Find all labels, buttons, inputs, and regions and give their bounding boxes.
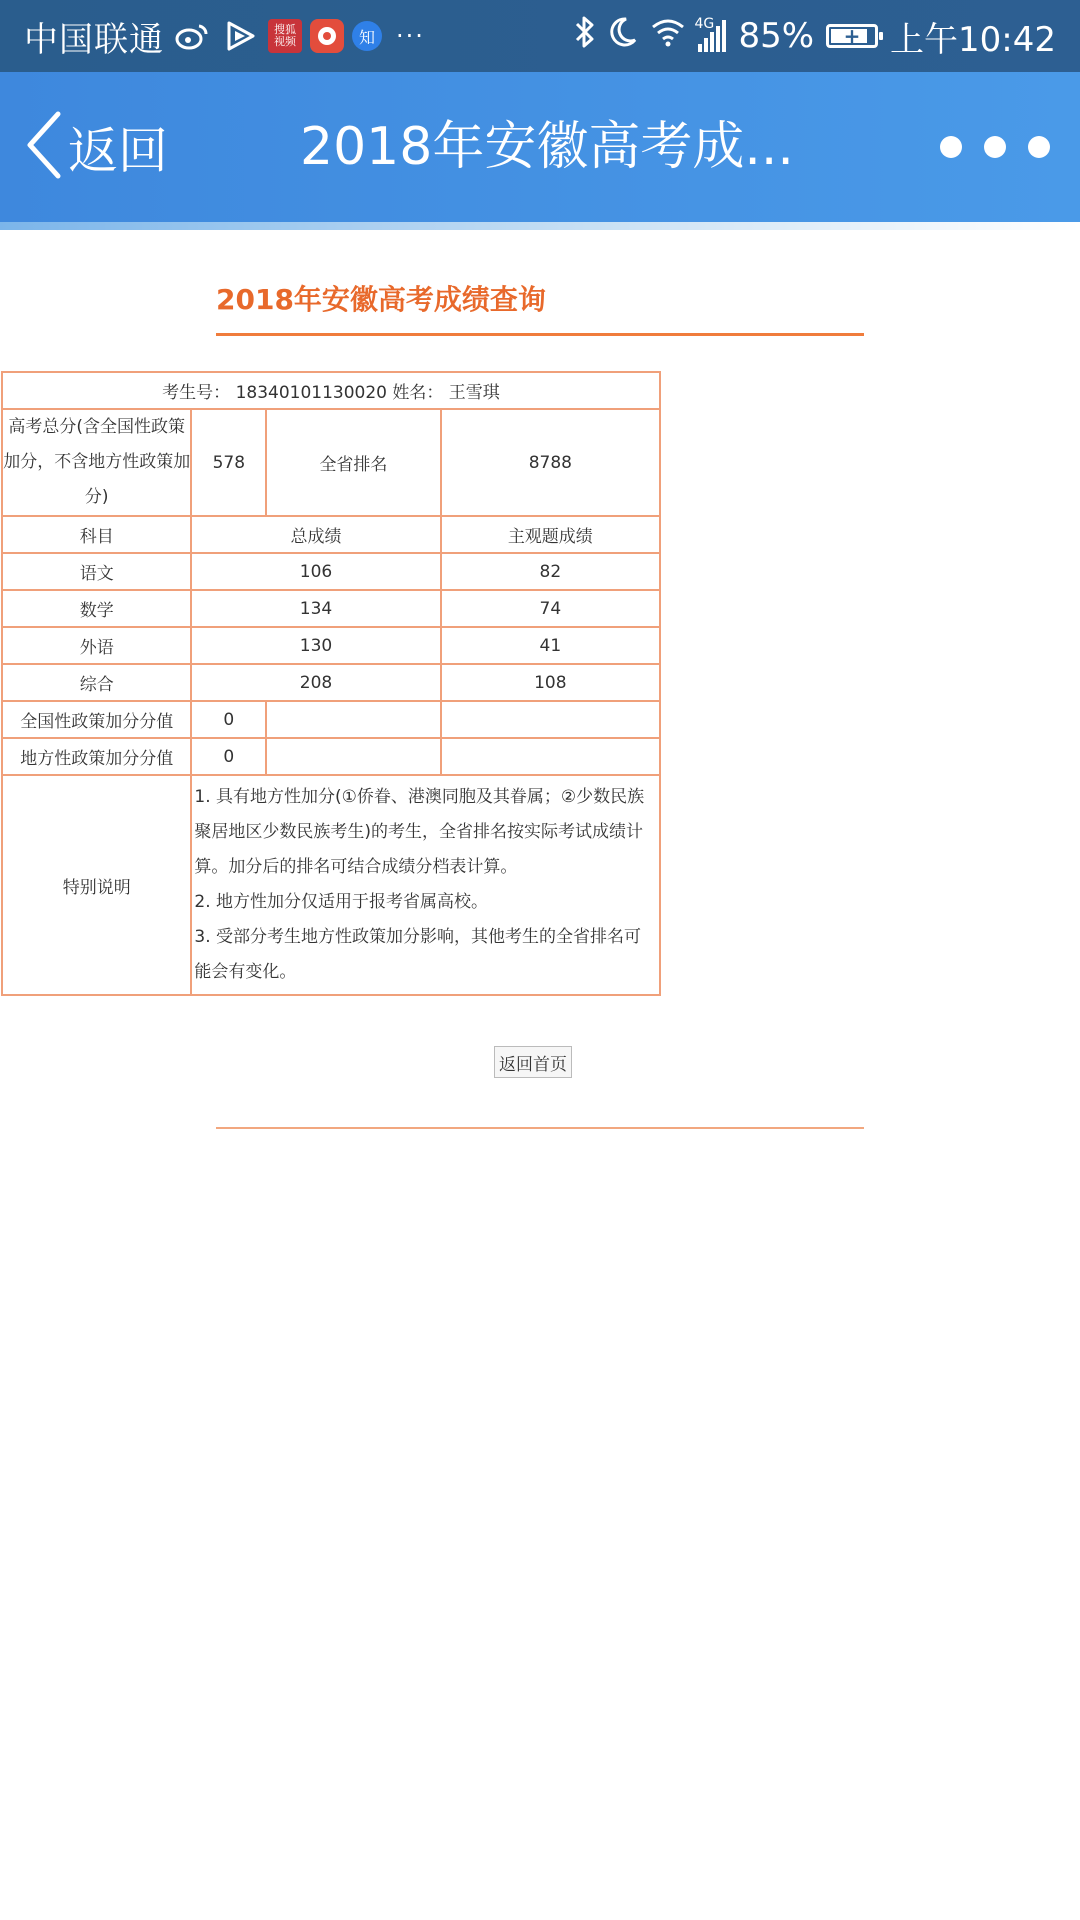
video-app-icon — [220, 16, 260, 56]
dot-icon — [940, 136, 962, 158]
more-options-button[interactable] — [940, 112, 1050, 182]
subject-name: 综合 — [2, 664, 191, 701]
status-bar-right — [574, 0, 1056, 72]
special-note-text — [191, 775, 660, 995]
total-score-row — [2, 409, 660, 516]
news-app-icon — [310, 19, 344, 53]
subject-column-header: 科目 — [2, 516, 191, 553]
subject-subjective: 108 — [441, 664, 660, 701]
table-row — [2, 553, 660, 590]
rank-label: 全省排名 — [266, 409, 440, 516]
wifi-icon — [650, 16, 686, 56]
subject-total: 130 — [191, 627, 440, 664]
back-to-home-button[interactable]: 返回首页 — [494, 1046, 572, 1078]
note-item: 1. 具有地方性加分(①侨眷、港澳同胞及其眷属；②少数民族聚居地区少数民族考生)的考生，全省排名按实际考试成绩计算。加分后的排名可结合成绩分档表计算。 — [194, 787, 645, 877]
battery-icon — [826, 24, 878, 48]
empty-cell — [266, 701, 440, 738]
subject-subjective: 82 — [441, 553, 660, 590]
nav-progress-strip — [0, 222, 1080, 230]
signal-icon — [694, 16, 726, 52]
bluetooth-icon — [574, 15, 596, 58]
note-item: 2. 地方性加分仅适用于报考省属高校。 — [194, 892, 489, 912]
charging-plus-icon: + — [843, 24, 861, 48]
subject-name: 外语 — [2, 627, 191, 664]
more-notifications-icon: ··· — [396, 22, 425, 50]
weibo-icon — [172, 16, 212, 56]
table-row — [2, 590, 660, 627]
empty-cell — [266, 738, 440, 775]
national-bonus-value: 0 — [191, 701, 266, 738]
subject-name: 数学 — [2, 590, 191, 627]
special-note-label: 特别说明 — [2, 775, 191, 995]
clock: 上午10:42 — [890, 19, 1056, 60]
candidate-info: 考生号： 18340101130020 姓名： 王雪琪 — [2, 372, 660, 409]
zhihu-app-icon: 知 — [352, 21, 382, 51]
subjective-column-header: 主观题成绩 — [441, 516, 660, 553]
column-header-row — [2, 516, 660, 553]
table-row — [2, 627, 660, 664]
subject-total: 134 — [191, 590, 440, 627]
sohu-video-app-icon: 搜狐 视频 — [268, 19, 302, 53]
national-bonus-label: 全国性政策加分分值 — [2, 701, 191, 738]
status-bar — [0, 0, 1080, 72]
candidate-row — [2, 372, 660, 409]
page-title: 2018年安徽高考成... — [300, 117, 794, 177]
total-score-value: 578 — [191, 409, 266, 516]
nav-bar — [0, 72, 1080, 222]
subject-total: 208 — [191, 664, 440, 701]
chevron-left-icon — [24, 110, 64, 184]
network-type-label: 4G — [694, 16, 715, 32]
note-item: 3. 受部分考生地方性政策加分影响，其他考生的全省排名可能会有变化。 — [194, 927, 642, 982]
dot-icon — [1028, 136, 1050, 158]
local-bonus-row — [2, 738, 660, 775]
subject-total: 106 — [191, 553, 440, 590]
rank-value: 8788 — [441, 409, 660, 516]
back-button[interactable] — [24, 102, 168, 192]
carrier-label: 中国联通 — [24, 19, 164, 60]
empty-cell — [441, 738, 660, 775]
subject-subjective: 74 — [441, 590, 660, 627]
score-table — [1, 371, 661, 996]
special-note-row — [2, 775, 660, 995]
total-score-label: 高考总分(含全国性政策加分，不含地方性政策加分) — [2, 409, 191, 516]
do-not-disturb-moon-icon — [608, 16, 638, 57]
dot-icon — [984, 136, 1006, 158]
back-label: 返回 — [68, 122, 168, 180]
result-heading: 2018年安徽高考成绩查询 — [216, 283, 546, 316]
local-bonus-value: 0 — [191, 738, 266, 775]
subject-name: 语文 — [2, 553, 191, 590]
total-column-header: 总成绩 — [191, 516, 440, 553]
battery-percent: 85% — [738, 16, 815, 56]
status-bar-left — [24, 0, 425, 72]
heading-divider — [216, 333, 864, 336]
subject-subjective: 41 — [441, 627, 660, 664]
footer-divider — [216, 1127, 864, 1129]
national-bonus-row — [2, 701, 660, 738]
table-row — [2, 664, 660, 701]
empty-cell — [441, 701, 660, 738]
local-bonus-label: 地方性政策加分分值 — [2, 738, 191, 775]
